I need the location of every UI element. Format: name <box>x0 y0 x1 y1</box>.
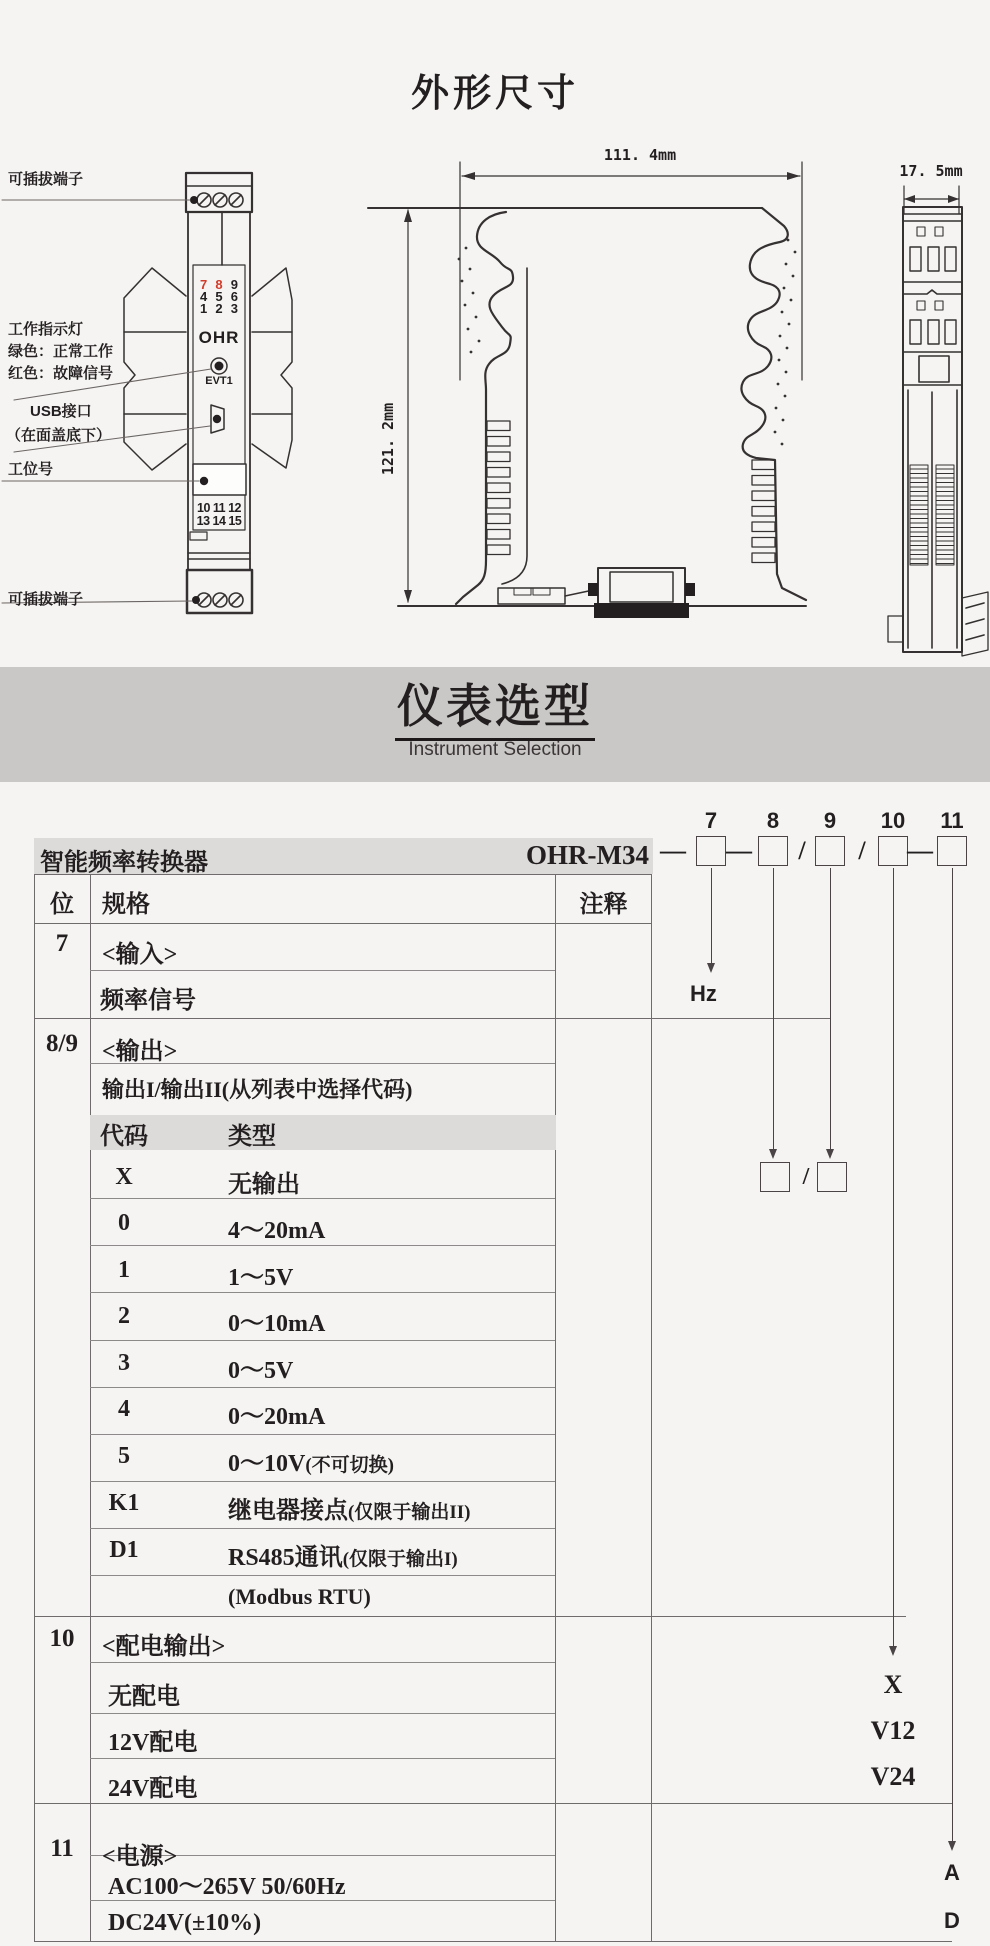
label-station-number: 工位号 <box>8 461 54 478</box>
subline-24v <box>90 1758 555 1759</box>
arrow-11 <box>948 1841 956 1851</box>
model-selection-table <box>0 800 990 1946</box>
type-5 <box>228 1443 394 1478</box>
col-header-spec: 规格 <box>102 892 150 918</box>
pin-9: 9 <box>230 277 238 292</box>
type-5-note: (不可切换) <box>305 1455 394 1476</box>
code-box-7 <box>696 836 726 866</box>
subline-5 <box>90 1481 555 1482</box>
code-1: 1 <box>118 1257 130 1283</box>
col-divider-note <box>555 874 556 1942</box>
dimension-height-121mm: 121. 2mm <box>379 402 397 476</box>
pin-2: 2 <box>215 301 223 316</box>
page-title-outline-dimensions: 外形尺寸 <box>410 73 579 115</box>
row-sep-input <box>34 1018 830 1019</box>
pin-5: 5 <box>215 289 223 304</box>
model-separator-1: — <box>660 836 686 865</box>
annotation-hz: Hz <box>690 981 717 1006</box>
subline-x <box>90 1198 555 1199</box>
subline-2 <box>90 1340 555 1341</box>
terminal-pin-numbers-bottom-row2: 13 14 15 <box>196 513 242 528</box>
front-view-module <box>186 173 252 613</box>
type-1: 1～5V <box>228 1265 294 1291</box>
row-sep-powerdist <box>34 1803 952 1804</box>
row-output-subtitle: 输出I/输出II(从列表中选择代码) <box>102 1077 413 1102</box>
row-input-item: 频率信号 <box>100 988 196 1014</box>
technical-drawing <box>0 0 990 665</box>
type-k1 <box>228 1490 470 1525</box>
code-header-type: 类型 <box>228 1124 276 1150</box>
pin-7: 7 <box>200 277 208 292</box>
model-separator-3: / <box>798 836 806 865</box>
arrow-10 <box>889 1646 897 1656</box>
label-usb-port: USB接口 <box>30 403 92 420</box>
arrow-9 <box>826 1149 834 1159</box>
type-k1-main: 继电器接点 <box>228 1498 348 1524</box>
terminal-pin-numbers-top <box>196 279 242 315</box>
code-k1: K1 <box>108 1490 140 1516</box>
row-sep-header <box>34 923 652 924</box>
col-divider-pos <box>90 874 91 1942</box>
item-ac-power: AC100～265V 50/60Hz <box>108 1874 346 1900</box>
col-header-pos: 位 <box>50 892 74 918</box>
type-4: 0～20mA <box>228 1404 326 1430</box>
leader-line-7 <box>711 868 712 964</box>
edge-view-module <box>888 207 988 656</box>
subline-k1 <box>90 1528 555 1529</box>
code-box-11 <box>937 836 967 866</box>
type-2: 0～10mA <box>228 1311 326 1337</box>
type-0: 4～20mA <box>228 1218 326 1244</box>
row-powerdist-title: <配电输出> <box>102 1634 226 1660</box>
subline-d1 <box>90 1575 555 1576</box>
label-usb-under-cover: （在面盖底下） <box>6 427 112 444</box>
position-digit-8: 8 <box>766 808 780 833</box>
row-powerdist-pos: 10 <box>49 1625 75 1652</box>
model-separator-2: — <box>726 836 752 865</box>
col-header-note: 注释 <box>579 892 628 918</box>
type-modbus: (Modbus RTU) <box>228 1584 371 1609</box>
item-24v-dist: 24V配电 <box>108 1776 198 1802</box>
code-4: 4 <box>118 1396 130 1422</box>
pin-3: 3 <box>230 301 238 316</box>
row-sep-bottom-ext <box>652 1941 952 1942</box>
annotation-code-v24: V24 <box>870 1762 916 1791</box>
type-x: 无输出 <box>228 1172 300 1198</box>
din-clip <box>498 568 695 618</box>
subline-nopower <box>90 1662 555 1663</box>
item-no-dist: 无配电 <box>108 1684 180 1710</box>
label-pluggable-terminal-top: 可插拔端子 <box>8 171 84 188</box>
dimension-width-111mm: 111. 4mm <box>603 146 677 164</box>
position-digit-10: 10 <box>880 808 906 833</box>
code-box-10 <box>878 836 908 866</box>
pin-1: 1 <box>200 301 208 316</box>
code-2: 2 <box>118 1303 130 1329</box>
position-digit-11: 11 <box>940 808 964 833</box>
type-d1-note: (仅限于输出I) <box>342 1549 458 1570</box>
section-banner <box>0 667 990 782</box>
side-view-module <box>368 208 806 618</box>
row-input-title: <输入> <box>102 942 178 968</box>
output2-slot-box <box>817 1162 847 1192</box>
code-table-header-bg <box>90 1115 556 1150</box>
arrow-8 <box>769 1149 777 1159</box>
row-input-pos: 7 <box>55 930 69 957</box>
type-5-main: 0～10V <box>228 1451 306 1477</box>
type-3: 0～5V <box>228 1358 294 1384</box>
product-name: 智能频率转换器 <box>40 850 208 876</box>
led-label: EVT1 <box>205 375 233 387</box>
dimension-depth-17mm: 17. 5mm <box>899 162 963 180</box>
annotation-code-v12: V12 <box>870 1716 916 1745</box>
label-pluggable-terminal-bottom: 可插拔端子 <box>8 591 84 608</box>
row-power-pos: 11 <box>50 1835 74 1862</box>
position-digit-9: 9 <box>823 808 837 833</box>
code-box-9 <box>815 836 845 866</box>
arrow-7 <box>707 963 715 973</box>
item-dc-power: DC24V(±10%) <box>108 1910 262 1936</box>
annotation-code-x: X <box>883 1670 903 1699</box>
type-d1-main: RS485通讯 <box>228 1545 343 1571</box>
model-separator-4: / <box>858 836 866 865</box>
code-x: X <box>115 1164 133 1190</box>
label-work-indicator: 工作指示灯 <box>8 321 84 338</box>
type-k1-note: (仅限于输出II) <box>348 1502 471 1523</box>
terminal-pin-numbers-bottom-row1: 10 11 12 <box>197 501 241 515</box>
row-output-pos: 8/9 <box>46 1030 78 1057</box>
position-digit-7: 7 <box>704 808 718 833</box>
code-5: 5 <box>118 1443 130 1469</box>
item-12v-dist: 12V配电 <box>108 1730 198 1756</box>
label-green-normal: 绿色：正常工作 <box>8 343 114 360</box>
output1-slot-box <box>760 1162 790 1192</box>
banner-title: 仪表选型 <box>395 675 595 741</box>
row-output-title: <输出> <box>102 1039 178 1065</box>
code-3: 3 <box>118 1350 130 1376</box>
pin-4: 4 <box>200 289 208 304</box>
pin-8: 8 <box>215 277 223 292</box>
annotation-code-d: D <box>944 1908 960 1933</box>
subline-3 <box>90 1387 555 1388</box>
brand-logo: OHR <box>198 328 240 347</box>
model-separator-5: — <box>907 836 933 865</box>
product-model-row <box>34 838 653 874</box>
model-number: OHR-M34 <box>526 840 649 870</box>
subline-input <box>90 970 555 971</box>
leader-line-11 <box>952 868 953 1842</box>
subline-4 <box>90 1434 555 1435</box>
leader-line-9 <box>830 868 831 1150</box>
annotation-code-a: A <box>944 1860 960 1885</box>
banner-subtitle: Instrument Selection <box>408 739 582 761</box>
subline-0 <box>90 1245 555 1246</box>
row-sep-output <box>34 1616 906 1617</box>
subline-12v <box>90 1713 555 1714</box>
code-d1: D1 <box>109 1537 139 1563</box>
type-d1 <box>228 1537 458 1572</box>
subline-1 <box>90 1292 555 1293</box>
code-header-code: 代码 <box>100 1124 148 1150</box>
code-box-8 <box>758 836 788 866</box>
slot-separator: / <box>802 1163 810 1190</box>
pin-6: 6 <box>230 289 238 304</box>
leader-line-10 <box>893 868 894 1647</box>
code-0: 0 <box>118 1210 130 1236</box>
leader-line-8 <box>773 868 774 1150</box>
row-power-title: <电源> <box>102 1844 178 1870</box>
label-red-fault: 红色：故障信号 <box>8 365 114 382</box>
